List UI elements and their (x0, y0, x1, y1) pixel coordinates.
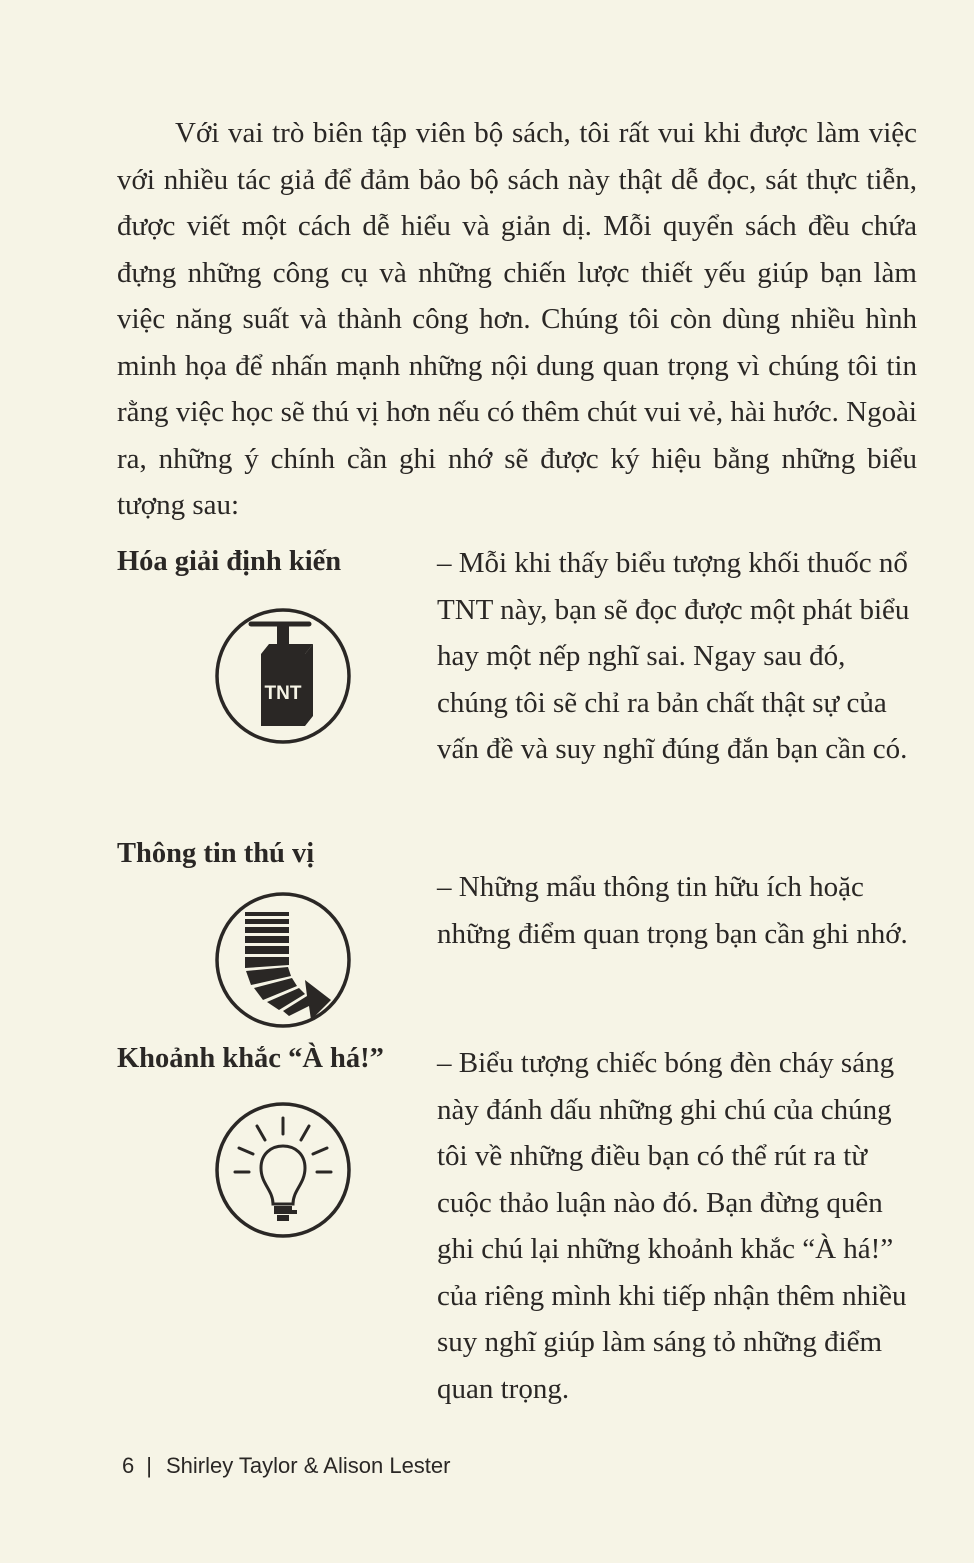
section-title-aha-moment: Khoảnh khắc “À há!” (117, 1043, 384, 1074)
section-title-misconception: Hóa giải định kiến (117, 546, 342, 577)
intro-block (117, 110, 917, 529)
page-footer (122, 1453, 450, 1479)
footer-separator: | (146, 1453, 152, 1478)
page-number: 6 (122, 1453, 135, 1478)
section-title-interesting-info: Thông tin thú vị (117, 838, 315, 869)
intro-paragraph: Với vai trò biên tập viên bộ sách, tôi rất vui khi được làm việc với nhiều tác giả để đảm bảo bộ sách này thật dễ đọc, sát thực tiễn, được viết một cách dễ hiểu và giản dị. Mỗi quyển sách đều chứa đựng những công cụ và những chiến lược thiết yếu giúp bạn làm việc năng suất và thành công hơn. Chúng tôi còn dùng nhiều hình minh họa để nhấn mạnh những nội dung quan trọng vì chúng tôi tin rằng việc học sẽ thú vị hơn nếu có thêm chút vui vẻ, hài hước. Ngoài ra, những ý chính cần ghi nhớ sẽ được ký hiệu bằng những biểu tượng sau: (117, 117, 917, 521)
section-desc-aha-moment: – Biểu tượng chiếc bóng đèn cháy sáng này đánh dấu những ghi chú của chúng tôi về những điều bạn có thể rút ra từ cuộc thảo luận nào đó. Bạn đừng quên ghi chú lại những khoảnh khắc “À há!” của riêng mình khi tiếp nhận thêm nhiều suy nghĩ giúp làm sáng tỏ những điểm quan trọng. (437, 1047, 907, 1405)
section-desc-interesting-info: – Những mẩu thông tin hữu ích hoặc những điểm quan trọng bạn cần ghi nhớ. (437, 871, 908, 950)
footer-authors: Shirley Taylor & Alison Lester (165, 1453, 451, 1478)
tnt-dynamite-icon (213, 606, 353, 746)
tnt-label: TNT (264, 683, 302, 704)
curved-arrow-icon (213, 890, 353, 1030)
lightbulb-icon (213, 1100, 353, 1240)
section-desc-misconception: – Mỗi khi thấy biểu tượng khối thuốc nổ TNT này, bạn sẽ đọc được một phát biểu hay một nếp nghĩ sai. Ngay sau đó, chúng tôi sẽ chỉ ra bản chất thật sự của vấn đề và suy nghĩ đúng đắn bạn cần có. (437, 547, 910, 765)
